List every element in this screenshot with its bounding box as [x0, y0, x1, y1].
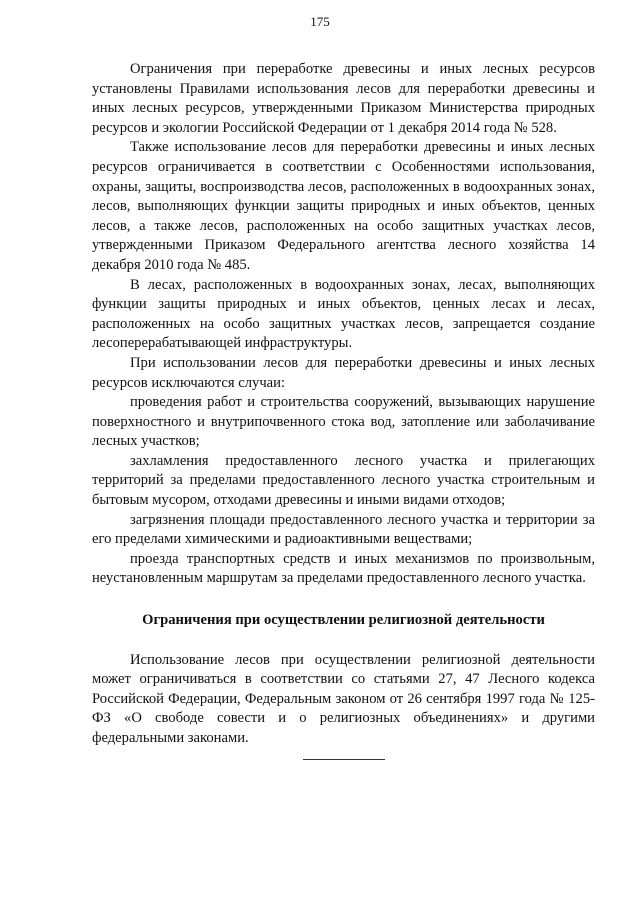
document-body — [92, 60, 595, 760]
end-divider — [303, 759, 385, 760]
page-number: 175 — [310, 14, 330, 29]
paragraph: Использование лесов при осуществлении религиозной деятельности может ограничиваться в соответствии со статьями 27, 47 Лесного кодекса Российской Федерации, Федеральным законом от 26 сентября 1997 года № 125-ФЗ «О свободе совести и о религиозных объединениях» и другими федеральными законами. — [92, 651, 595, 746]
list-item: проведения работ и строительства сооружений, вызывающих нарушение поверхностного и внутрипочвенного стока вод, затопление или заболачивание лесных участков; — [92, 394, 595, 450]
section-heading: Ограничения при осуществлении религиозной деятельности — [142, 612, 545, 629]
paragraph: В лесах, расположенных в водоохранных зонах, лесах, выполняющих функции защиты природных и иных объектов, ценных лесах и лесах, расположенных на особо защитных участках лесов, запрещается создание лесоперерабатывающей инфраструктуры. — [92, 276, 595, 352]
list-item: захламления предоставленного лесного участка и прилегающих территорий за пределами предоставленного лесного участка строительным и бытовым мусором, отходами древесины и иными видами отходов; — [92, 452, 595, 509]
list-item: проезда транспортных средств и иных механизмов по произвольным, неустановленным маршрутам за пределами предоставленного лесного участка. — [92, 550, 595, 587]
paragraph: При использовании лесов для переработки древесины и иных лесных ресурсов исключаются случаи: — [92, 354, 595, 391]
paragraph: Ограничения при переработке древесины и иных лесных ресурсов установлены Правилами использования лесов для переработки древесины и иных лесных ресурсов, утвержденными Приказом Министерства природных ресурсов и экологии Российской Федерации от 1 декабря 2014 года № 528. — [92, 61, 595, 136]
list-item: загрязнения площади предоставленного лесного участка и территории за его пределами химическими и радиоактивными веществами; — [92, 511, 595, 548]
paragraph: Также использование лесов для переработки древесины и иных лесных ресурсов ограничивается в соответствии с Особенностями использования, охраны, защиты, воспроизводства лесов, расположенных в водоохранных зонах, лесов, выполняющих функции защиты природных и иных объектов, ценных лесов, а также лесов, расположенных на особо защитных участках лесов, утвержденными Приказом Федерального агентства лесного хозяйства 14 декабря 2010 года № 485. — [92, 139, 595, 273]
